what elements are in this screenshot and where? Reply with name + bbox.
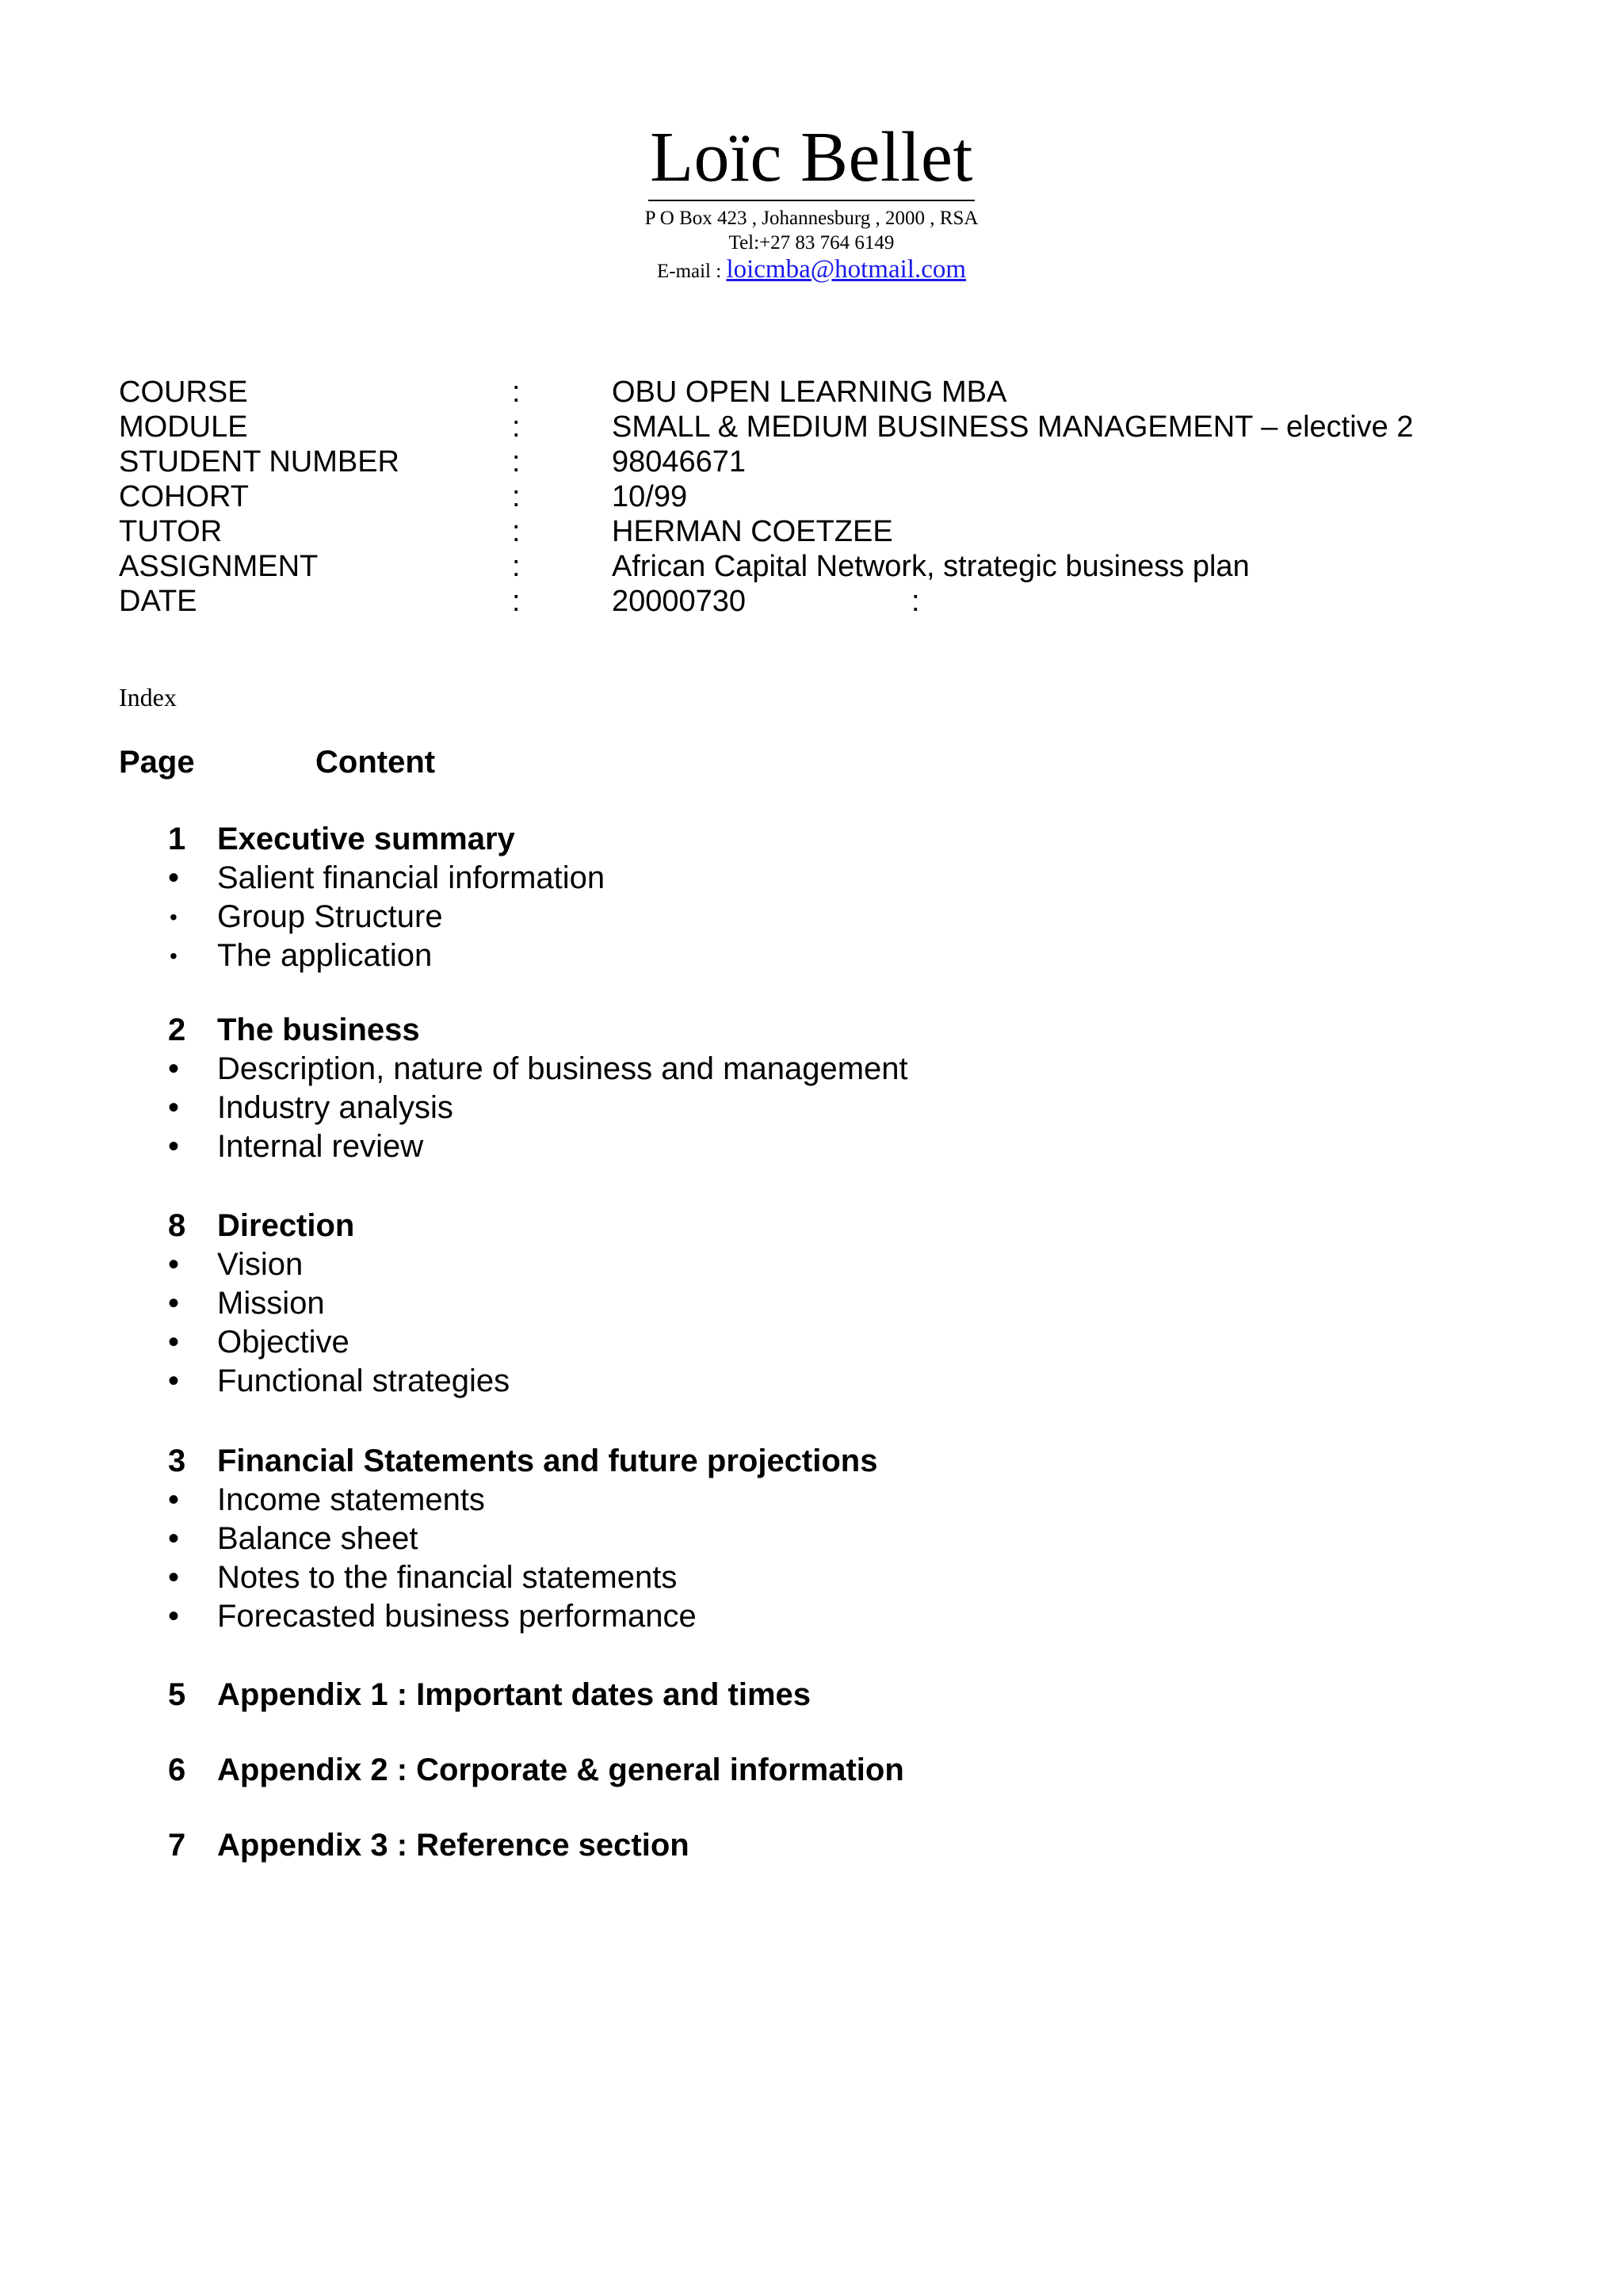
bullet-icon: •: [168, 1482, 180, 1517]
toc-list-item: Forecasted business performance: [217, 1599, 697, 1634]
detail-colon: :: [512, 410, 521, 444]
detail-value: 98046671: [612, 445, 747, 479]
toc-section-title: Appendix 3 : Reference section: [217, 1828, 689, 1863]
detail-label: COURSE: [119, 376, 248, 409]
toc-page-number: 2: [168, 1013, 186, 1047]
toc-page-number: 7: [168, 1828, 186, 1863]
toc-list-item: Objective: [217, 1325, 349, 1360]
detail-colon: :: [512, 480, 521, 513]
detail-stray-colon: :: [911, 585, 920, 618]
detail-value: HERMAN COETZEE: [612, 515, 893, 548]
bullet-icon: •: [168, 1051, 180, 1086]
bullet-icon: •: [168, 1325, 180, 1360]
toc-list-item: Mission: [217, 1286, 325, 1321]
bullet-icon: •: [168, 1247, 180, 1282]
toc-list-item: Description, nature of business and management: [217, 1051, 908, 1086]
page-column-heading: Page: [119, 745, 195, 780]
email-link[interactable]: loicmba@hotmail.com: [726, 255, 967, 284]
detail-value: 10/99: [612, 480, 688, 513]
detail-label: MODULE: [119, 410, 248, 444]
detail-label: DATE: [119, 585, 197, 618]
toc-section-title: Appendix 1 : Important dates and times: [217, 1677, 812, 1712]
toc-list-item: Salient financial information: [217, 860, 605, 895]
detail-value: African Capital Network, strategic business plan: [612, 550, 1250, 583]
bullet-icon: •: [168, 1363, 180, 1398]
email-line: [0, 255, 1623, 286]
detail-label: TUTOR: [119, 515, 223, 548]
toc-section-title: The business: [217, 1013, 420, 1047]
toc-list-item: Notes to the financial statements: [217, 1560, 678, 1595]
toc-list-item: The application: [217, 938, 433, 973]
content-column-heading: Content: [315, 745, 436, 780]
detail-value: OBU OPEN LEARNING MBA: [612, 376, 1007, 409]
detail-colon: :: [512, 515, 521, 548]
toc-list-item: Industry analysis: [217, 1090, 453, 1125]
bullet-icon: •: [168, 1599, 180, 1634]
bullet-icon: •: [168, 1560, 180, 1595]
detail-colon: :: [512, 585, 521, 618]
toc-page-number: 8: [168, 1208, 186, 1243]
detail-label: STUDENT NUMBER: [119, 445, 399, 479]
postal-address: P O Box 423 , Johannesburg , 2000 , RSA: [644, 208, 979, 229]
index-heading: Index: [119, 683, 177, 711]
toc-page-number: 1: [168, 822, 186, 856]
toc-section-title: Appendix 2 : Corporate & general information: [217, 1753, 904, 1787]
telephone: Tel:+27 83 764 6149: [728, 232, 895, 254]
email-label: E-mail :: [656, 261, 727, 282]
toc-list-item: Internal review: [217, 1129, 424, 1164]
toc-page-number: 5: [168, 1677, 186, 1712]
toc-list-item: Vision: [217, 1247, 304, 1282]
detail-colon: :: [512, 376, 521, 409]
detail-value: SMALL & MEDIUM BUSINESS MANAGEMENT – elective 2: [612, 410, 1414, 444]
detail-label: COHORT: [119, 480, 249, 513]
bullet-icon: •: [170, 944, 178, 968]
detail-value: 20000730: [612, 585, 747, 618]
toc-list-item: Group Structure: [217, 899, 443, 934]
author-name: Loïc Bellet: [648, 119, 975, 201]
detail-colon: :: [512, 445, 521, 479]
bullet-icon: •: [168, 860, 180, 895]
toc-section-title: Executive summary: [217, 822, 515, 856]
letterhead: [0, 119, 1623, 286]
bullet-icon: •: [168, 1521, 180, 1556]
detail-colon: :: [512, 550, 521, 583]
bullet-icon: •: [168, 1286, 180, 1321]
toc-list-item: Balance sheet: [217, 1521, 418, 1556]
toc-page-number: 6: [168, 1753, 186, 1787]
toc-page-number: 3: [168, 1444, 186, 1478]
detail-label: ASSIGNMENT: [119, 550, 319, 583]
bullet-icon: •: [168, 1129, 180, 1164]
bullet-icon: •: [168, 1090, 180, 1125]
toc-section-title: Financial Statements and future projections: [217, 1444, 878, 1478]
toc-list-item: Income statements: [217, 1482, 485, 1517]
toc-section-title: Direction: [217, 1208, 355, 1243]
bullet-icon: •: [170, 905, 178, 929]
toc-list-item: Functional strategies: [217, 1363, 510, 1398]
